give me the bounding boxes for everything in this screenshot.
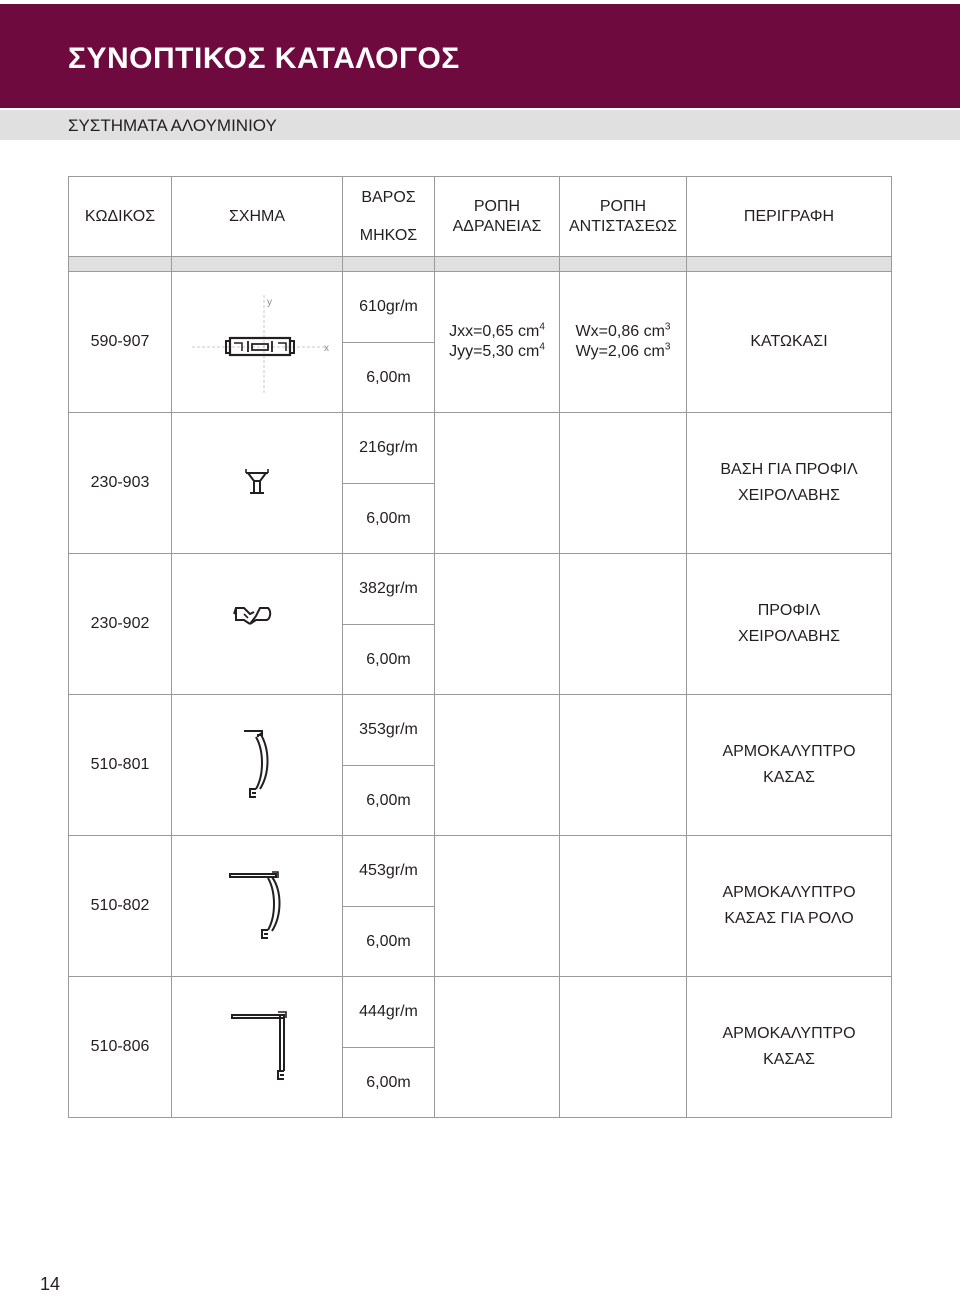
col-header-resistance-line1: ΡΟΠΗ (599, 197, 647, 215)
row-weight: 216gr/m (343, 413, 435, 484)
row-desc-line1: ΠΡΟΦΙΛ (757, 602, 821, 619)
row-desc-line1: ΑΡΜΟΚΑΛΥΠΤΡΟ (722, 743, 856, 760)
profile-510-806-icon (172, 1007, 342, 1087)
row-inertia (435, 836, 560, 977)
row-inertia (435, 977, 560, 1118)
row-weight: 353gr/m (343, 695, 435, 766)
row-length: 6,00m (343, 907, 435, 977)
col-header-weight: ΒΑΡΟΣ (361, 188, 416, 206)
row-shape (172, 272, 343, 413)
col-header-inertia-line2: ΑΔΡΑΝΕΙΑΣ (452, 217, 542, 235)
row-wy-exp: 3 (664, 341, 671, 353)
row-jyy: Jyy=5,30 cm (449, 343, 540, 360)
catalog-table (68, 176, 892, 1118)
page-title: ΣΥΝΟΠΤΙΚΟΣ ΚΑΤΑΛΟΓΟΣ (68, 42, 460, 75)
row-weight: 610gr/m (343, 272, 435, 343)
row-resistance (560, 272, 687, 413)
row-shape (172, 695, 343, 836)
row-inertia (435, 272, 560, 413)
row-shape (172, 413, 343, 554)
row-desc-line1: ΑΡΜΟΚΑΛΥΠΤΡΟ (722, 884, 856, 901)
page-number: 14 (40, 1274, 61, 1294)
row-desc-line2: ΚΑΣΑΣ (763, 769, 815, 786)
profile-510-802-icon (172, 866, 342, 946)
table-row (69, 695, 892, 766)
table-row (69, 836, 892, 907)
row-wx: Wx=0,86 cm (575, 323, 665, 340)
header-band (0, 4, 960, 108)
row-code: 230-902 (69, 554, 172, 695)
row-wy: Wy=2,06 cm (575, 343, 665, 360)
row-resistance (560, 413, 687, 554)
row-inertia (435, 554, 560, 695)
row-length: 6,00m (343, 343, 435, 413)
row-desc-line1: ΑΡΜΟΚΑΛΥΠΤΡΟ (722, 1025, 856, 1042)
subtitle-band (0, 110, 960, 140)
row-weight: 382gr/m (343, 554, 435, 625)
row-description (687, 554, 892, 695)
profile-230-903-icon (172, 453, 342, 513)
row-shape (172, 554, 343, 695)
col-header-inertia (435, 177, 560, 257)
col-header-shape: ΣΧΗΜΑ (172, 177, 343, 257)
row-inertia (435, 695, 560, 836)
row-wx-exp: 3 (664, 321, 671, 333)
table-header-row (69, 177, 892, 257)
row-length: 6,00m (343, 1048, 435, 1118)
header-separator (69, 257, 892, 272)
col-header-weight-length (343, 177, 435, 257)
row-code: 230-903 (69, 413, 172, 554)
row-description (687, 836, 892, 977)
row-desc-line1: ΚΑΤΩΚΑΣΙ (750, 333, 828, 350)
row-shape (172, 836, 343, 977)
row-desc-line2: ΚΑΣΑΣ (763, 1051, 815, 1068)
row-jyy-exp: 4 (539, 341, 545, 353)
row-desc-line1: ΒΑΣΗ ΓΙΑ ΠΡΟΦΙΛ (720, 461, 858, 478)
axis-y-label: y (267, 297, 272, 308)
table-row (69, 413, 892, 484)
row-desc-line2: ΚΑΣΑΣ ΓΙΑ ΡΟΛΟ (724, 910, 854, 927)
row-description (687, 413, 892, 554)
row-shape (172, 977, 343, 1118)
col-header-description: ΠΕΡΙΓΡΑΦΗ (687, 177, 892, 257)
table-row (69, 272, 892, 343)
col-header-code: ΚΩΔΙΚΟΣ (69, 177, 172, 257)
page-subtitle: ΣΥΣΤΗΜΑΤΑ ΑΛΟΥΜΙΝΙΟΥ (68, 116, 277, 135)
row-code: 510-801 (69, 695, 172, 836)
row-length: 6,00m (343, 625, 435, 695)
row-length: 6,00m (343, 484, 435, 554)
row-code: 510-806 (69, 977, 172, 1118)
col-header-resistance-line2: ΑΝΤΙΣΤΑΣΕΩΣ (568, 217, 677, 235)
row-resistance (560, 977, 687, 1118)
table-row (69, 554, 892, 625)
profile-230-902-icon (172, 594, 342, 654)
row-weight: 453gr/m (343, 836, 435, 907)
col-header-resistance (560, 177, 687, 257)
row-code: 590-907 (69, 272, 172, 413)
row-jxx-exp: 4 (539, 321, 545, 333)
profile-510-801-icon (172, 725, 342, 805)
row-code: 510-802 (69, 836, 172, 977)
col-header-length: ΜΗΚΟΣ (359, 226, 418, 244)
axis-x-label: x (324, 343, 329, 354)
row-description (687, 695, 892, 836)
row-weight: 444gr/m (343, 977, 435, 1048)
row-jxx: Jxx=0,65 cm (449, 323, 540, 340)
row-resistance (560, 554, 687, 695)
row-inertia (435, 413, 560, 554)
profile-590-907-icon (172, 277, 342, 407)
row-resistance (560, 836, 687, 977)
row-desc-line2: ΧΕΙΡΟΛΑΒΗΣ (737, 487, 841, 504)
row-resistance (560, 695, 687, 836)
col-header-inertia-line1: ΡΟΠΗ (473, 197, 521, 215)
table-row (69, 977, 892, 1048)
row-description (687, 272, 892, 413)
row-length: 6,00m (343, 766, 435, 836)
row-desc-line2: ΧΕΙΡΟΛΑΒΗΣ (737, 628, 841, 645)
row-description (687, 977, 892, 1118)
